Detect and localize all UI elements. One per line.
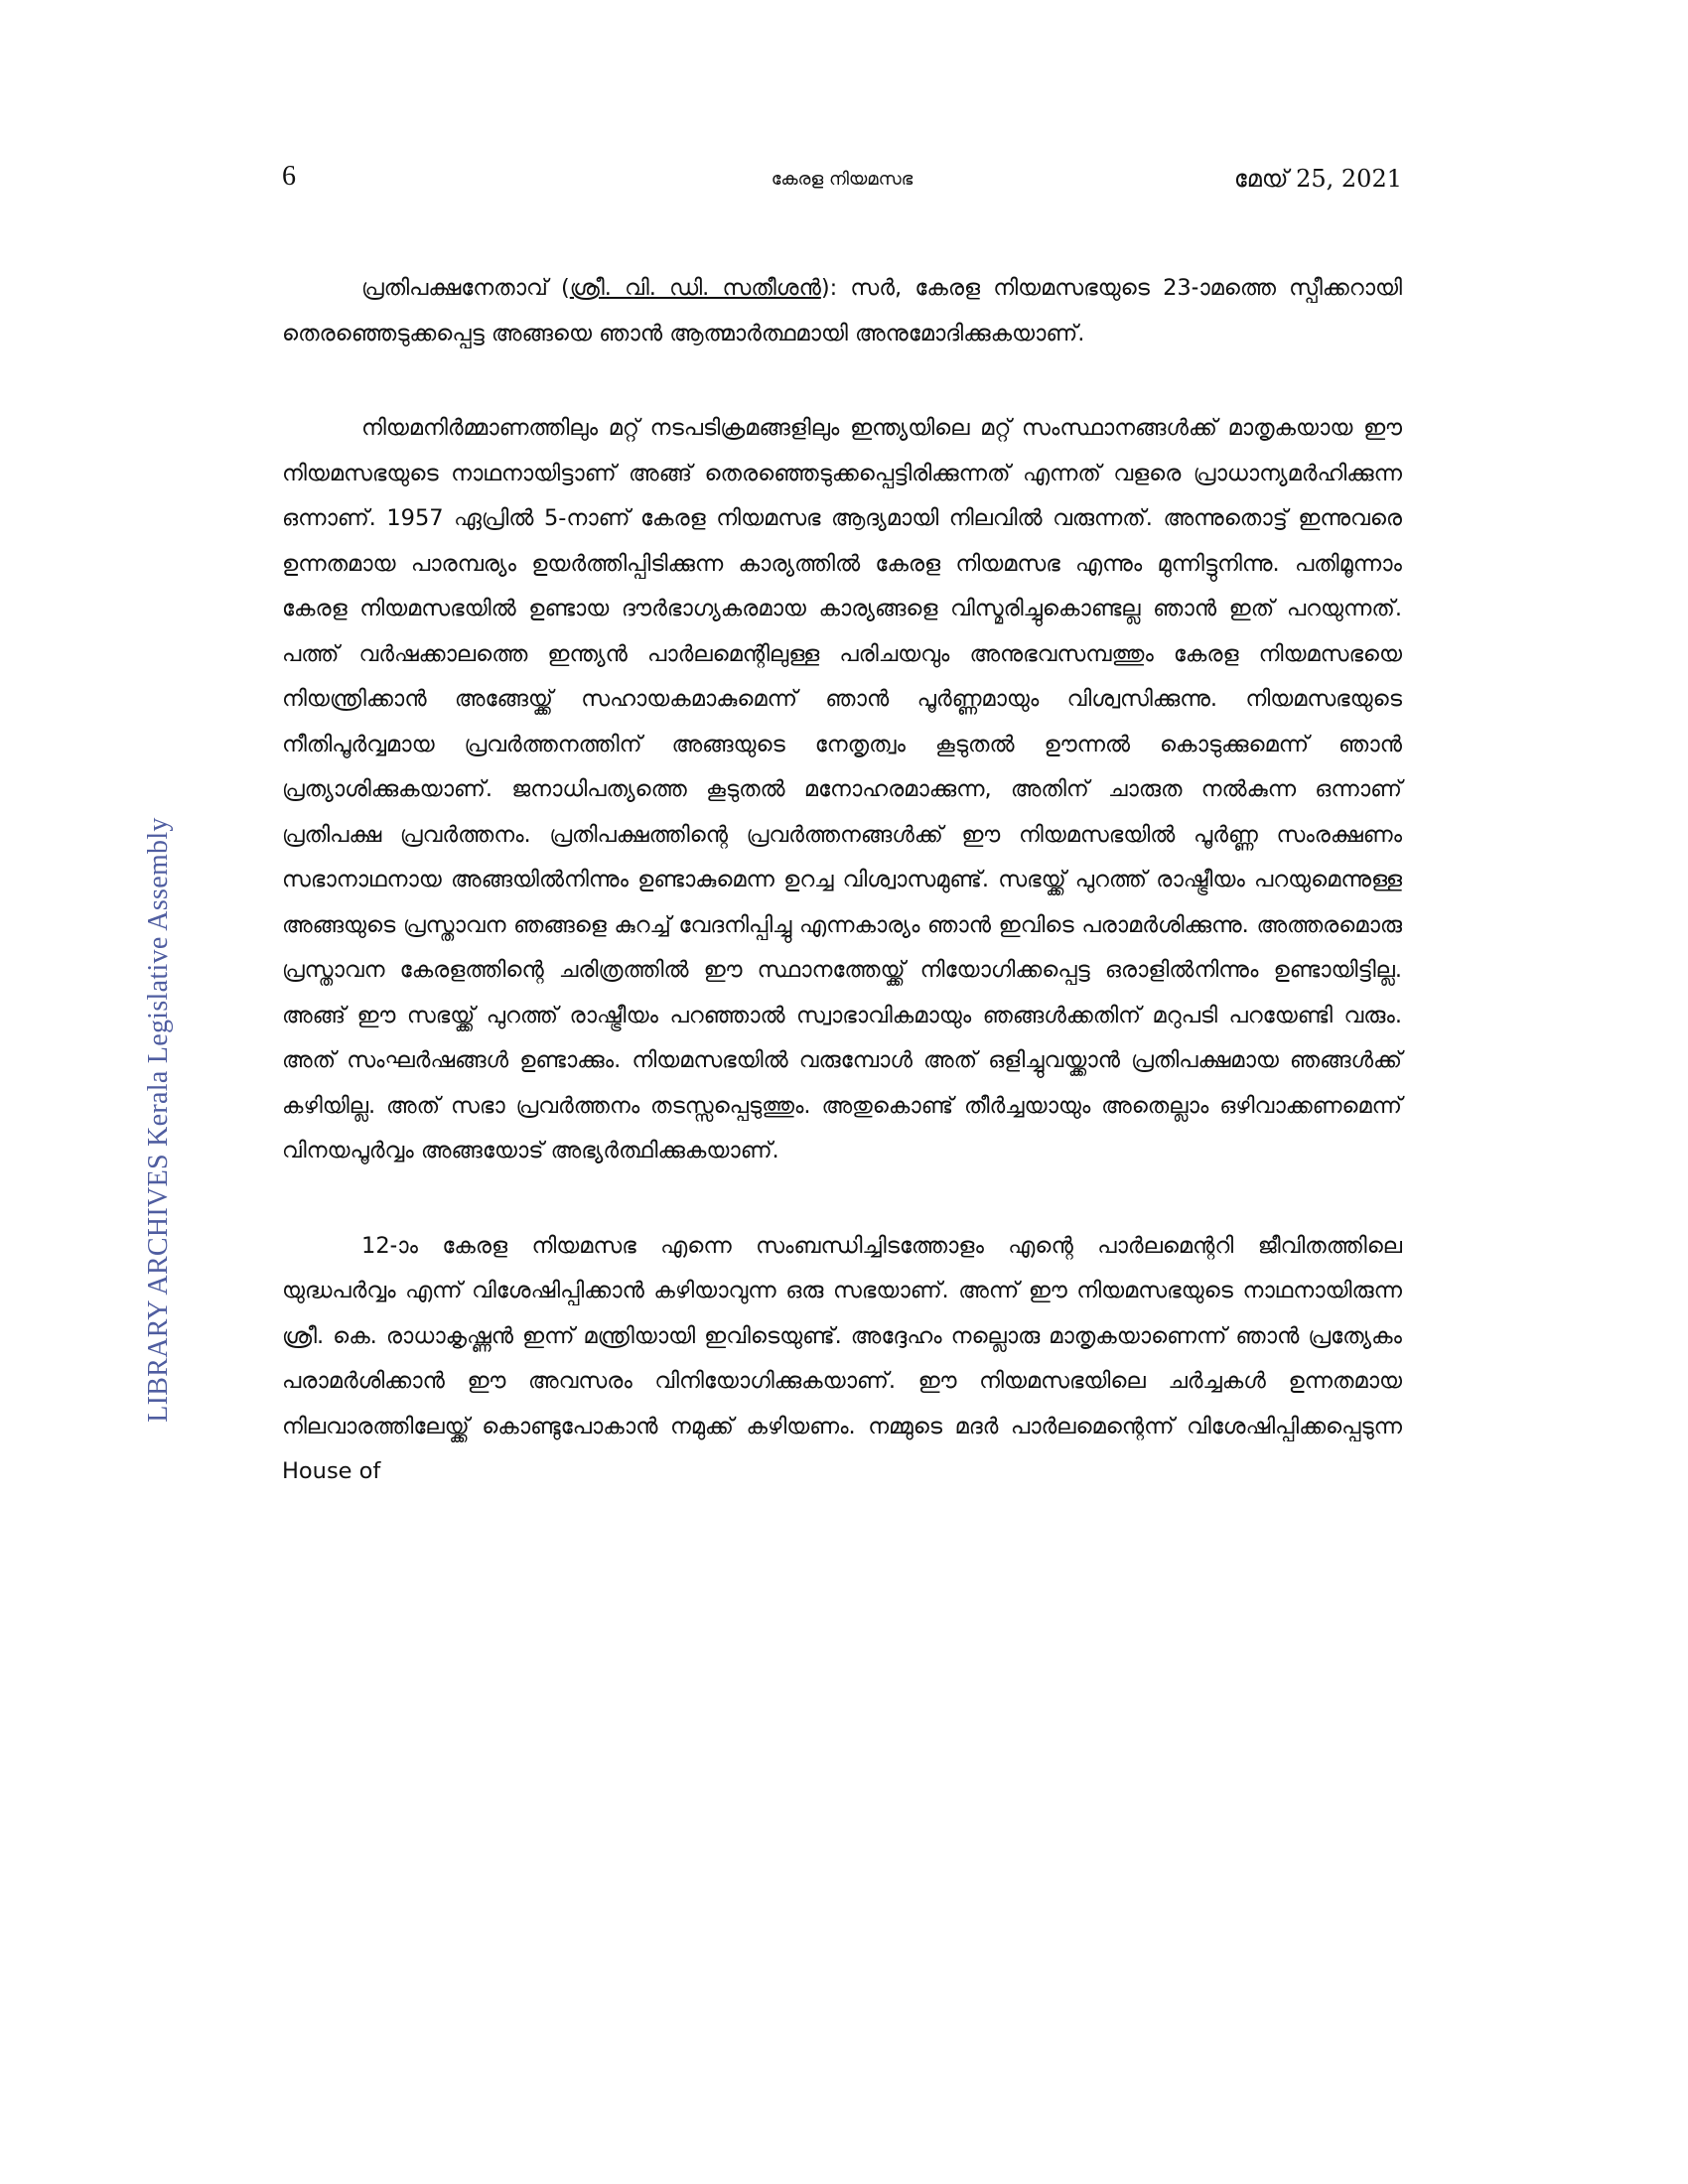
document-body: [282, 266, 1402, 1545]
speaker-name: ശ്രീ. വി. ഡി. സതീശൻ: [569, 275, 821, 301]
running-title: കേരള നിയമസഭ: [771, 169, 914, 190]
paragraph-legislative-history: നിയമനിർമ്മാണത്തിലും മറ്റ് നടപടിക്രമങ്ങളിലും ഇന്ത്യയിലെ മറ്റ് സംസ്ഥാനങ്ങൾക്ക് മാതൃകയായ ഈ നിയമസഭയുടെ നാഥനായിട്ടാണ് അങ്ങ് തെരഞ്ഞെടുക്കപ്പെട്ടിരിക്കുന്നത് എന്നത് വളരെ പ്രാധാന്യമർഹിക്കുന്ന ഒന്നാണ്. 1957 ഏപ്രിൽ 5-നാണ് കേരള നിയമസഭ ആദ്യമായി നിലവിൽ വരുന്നത്. അന്നുതൊട്ട് ഇന്നുവരെ ഉന്നതമായ പാരമ്പര്യം ഉയർത്തിപ്പിടിക്കുന്ന കാര്യത്തിൽ കേരള നിയമസഭ എന്നും മുന്നിട്ടുനിന്നു. പതിമൂന്നാം കേരള നിയമസഭയിൽ ഉണ്ടായ ദൗർഭാഗ്യകരമായ കാര്യങ്ങളെ വിസ്മരിച്ചുകൊണ്ടല്ല ഞാൻ ഇത് പറയുന്നത്. പത്ത് വർഷക്കാലത്തെ ഇന്ത്യൻ പാർലമെന്റിലുള്ള പരിചയവും അനുഭവസമ്പത്തും കേരള നിയമസഭയെ നിയന്ത്രിക്കാൻ അങ്ങേയ്ക്ക് സഹായകമാകുമെന്ന് ഞാൻ പൂർണ്ണമായും വിശ്വസിക്കുന്നു. നിയമസഭയുടെ നീതിപൂർവ്വമായ പ്രവർത്തനത്തിന് അങ്ങയുടെ നേതൃത്വം കൂടുതൽ ഊന്നൽ കൊടുക്കുമെന്ന് ഞാൻ പ്രത്യാശിക്കുകയാണ്. ജനാധിപത്യത്തെ കൂടുതൽ മനോഹരമാക്കുന്ന, അതിന് ചാരുത നൽകുന്ന ഒന്നാണ് പ്രതിപക്ഷ പ്രവർത്തനം. പ്രതിപക്ഷത്തിന്റെ പ്രവർത്തനങ്ങൾക്ക് ഈ നിയമസഭയിൽ പൂർണ്ണ സംരക്ഷണം സഭാനാഥനായ അങ്ങയിൽനിന്നും ഉണ്ടാകുമെന്ന ഉറച്ച വിശ്വാസമുണ്ട്. സഭയ്ക്ക് പുറത്ത് രാഷ്ട്രീയം പറയുമെന്നുള്ള അങ്ങയുടെ പ്രസ്താവന ഞങ്ങളെ കുറച്ച് വേദനിപ്പിച്ചു എന്നകാര്യം ഞാൻ ഇവിടെ പരാമർശിക്കുന്നു. അത്തരമൊരു പ്രസ്താവന കേരളത്തിന്റെ ചരിത്രത്തിൽ ഈ സ്ഥാനത്തേയ്ക്ക് നിയോഗിക്കപ്പെട്ട ഒരാളിൽനിന്നും ഉണ്ടായിട്ടില്ല. അങ്ങ് ഈ സഭയ്ക്ക് പുറത്ത് രാഷ്ട്രീയം പറഞ്ഞാൽ സ്വാഭാവികമായും ഞങ്ങൾക്കതിന് മറുപടി പറയേണ്ടി വരും. അത് സംഘർഷങ്ങൾ ഉണ്ടാക്കും. നിയമസഭയിൽ വരുമ്പോൾ അത് ഒളിച്ചുവയ്ക്കാൻ പ്രതിപക്ഷമായ ഞങ്ങൾക്ക് കഴിയില്ല. അത് സഭാ പ്രവർത്തനം തടസ്സപ്പെടുത്തും. അതുകൊണ്ട് തീർച്ചയായും അതെല്ലാം ഒഴിവാക്കണമെന്ന് വിനയപൂർവ്വം അങ്ങയോട് അഭ്യർത്ഥിക്കുകയാണ്.: [282, 415, 1402, 1163]
speaker-role: പ്രതിപക്ഷനേതാവ് (: [361, 275, 570, 301]
paragraph-opposition-leader: [282, 266, 1402, 356]
page-date: മേയ് 25, 2021: [1233, 165, 1402, 193]
paragraph-text: ): സർ, കേരള നിയമസഭയുടെ 23-ാമത്തെ സ്പീക്കറായി തെരഞ്ഞെടുക്കപ്പെട്ട അങ്ങയെ ഞാൻ ആത്മാർത്ഥമായി അനുമോദിക്കുകയാണ്.: [282, 275, 1402, 346]
page-header: [282, 161, 1402, 205]
archive-stamp: LIBRARY ARCHIVES Kerala Legislative Assembly: [143, 817, 174, 1423]
page-number: 6: [282, 161, 296, 192]
paragraph-twelfth-assembly: 12-ാം കേരള നിയമസഭ എന്നെ സംബന്ധിച്ചിടത്തോളം എന്റെ പാർലമെന്ററി ജീവിതത്തിലെ യുദ്ധപർവ്വം എന്ന് വിശേഷിപ്പിക്കാൻ കഴിയാവുന്ന ഒരു സഭയാണ്. അന്ന് ഈ നിയമസഭയുടെ നാഥനായിരുന്ന ശ്രീ. കെ. രാധാകൃഷ്ണൻ ഇന്ന് മന്ത്രിയായി ഇവിടെയുണ്ട്. അദ്ദേഹം നല്ലൊരു മാതൃകയാണെന്ന് ഞാൻ പ്രത്യേകം പരാമർശിക്കാൻ ഈ അവസരം വിനിയോഗിക്കുകയാണ്. ഈ നിയമസഭയിലെ ചർച്ചകൾ ഉന്നതമായ നിലവാരത്തിലേയ്ക്ക് കൊണ്ടുപോകാൻ നമുക്ക് കഴിയണം. നമ്മുടെ മദർ പാർലമെന്റെന്ന് വിശേഷിപ്പിക്കപ്പെടുന്ന House of: [282, 1232, 1402, 1484]
